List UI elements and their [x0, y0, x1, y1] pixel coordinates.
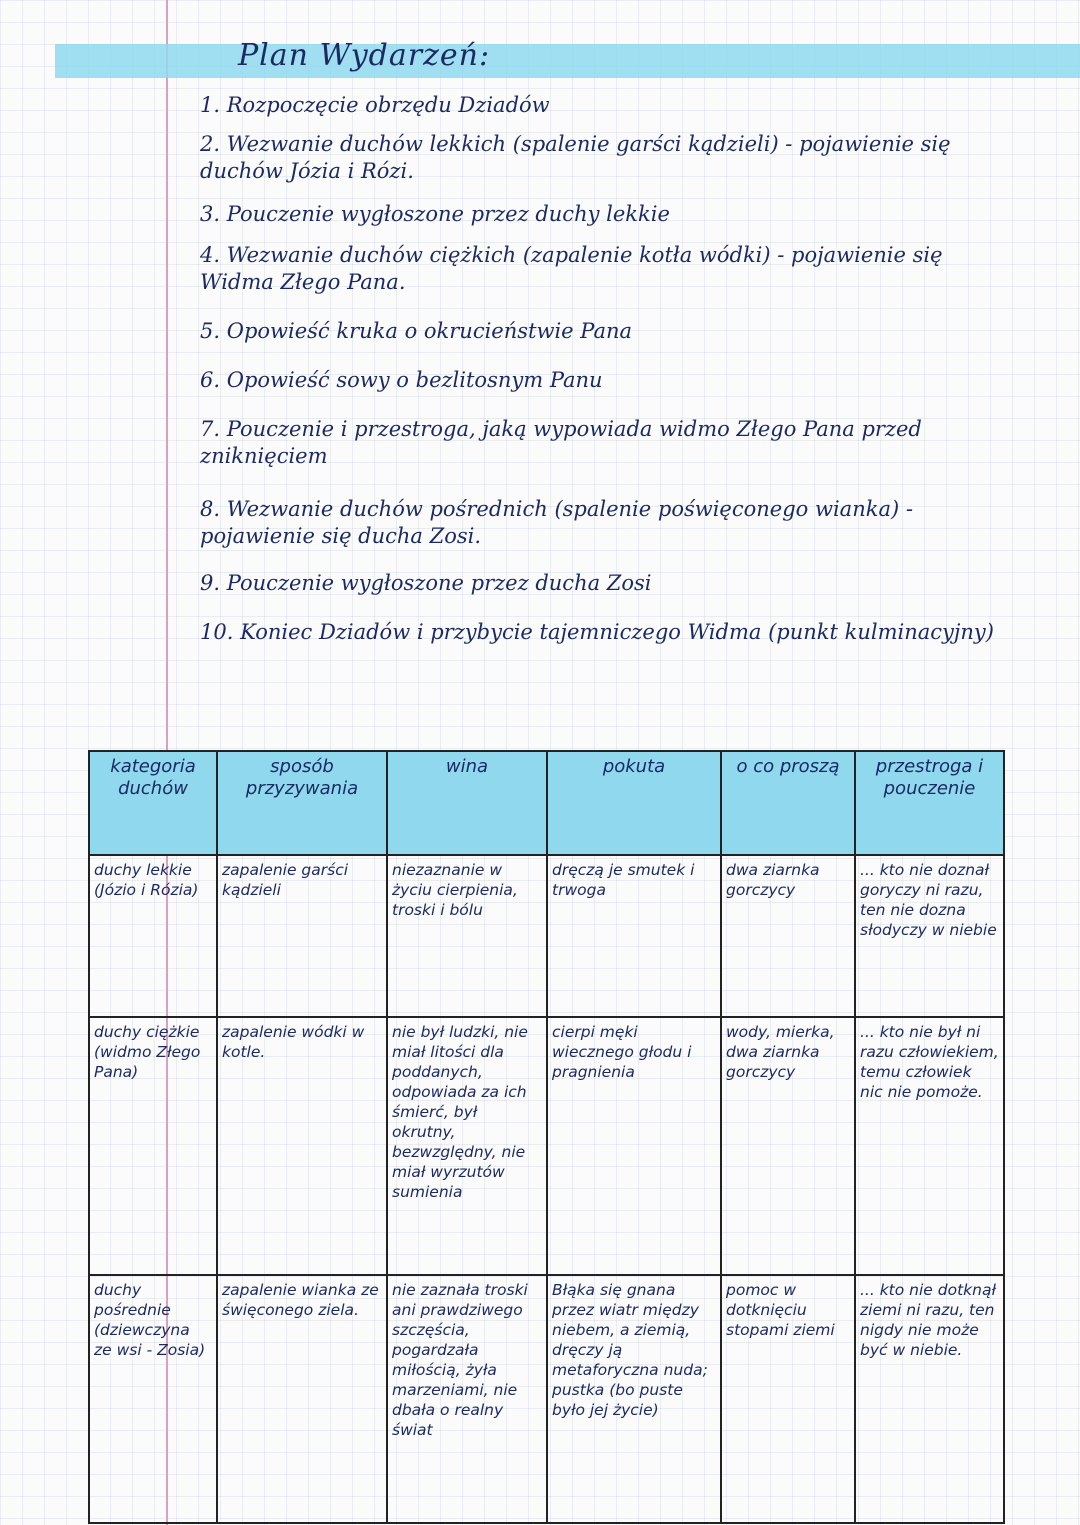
table-row [89, 1275, 1004, 1523]
plan-item-number: 1. [200, 93, 221, 117]
header-warning-moral: przestroga i pouczenie [855, 751, 1004, 855]
page-title: Plan Wydarzeń: [238, 38, 491, 73]
cell-guilt: nie zaznała troski ani prawdziwego szczęścia, pogardzała miłością, żyła marzeniami, nie dbała o realny świat [387, 1275, 547, 1523]
cell-penance: Błąka się gnana przez wiatr między niebem, a ziemią, dręczy ją metaforyczna nuda; pustka (bo puste było jej życie) [547, 1275, 721, 1523]
table-header-row [89, 751, 1004, 855]
header-penance: pokuta [547, 751, 721, 855]
plan-item-number: 9. [200, 571, 221, 595]
plan-item-text: Wezwanie duchów ciężkich (zapalenie kotła wódki) - pojawienie się Widma Złego Pana. [200, 243, 943, 294]
plan-item-text: Wezwanie duchów lekkich (spalenie garści kądzieli) - pojawienie się duchów Józia i Rózi. [200, 132, 951, 183]
cell-request: wody, mierka, dwa ziarnka gorczycy [721, 1017, 855, 1275]
event-plan-list [200, 92, 1070, 646]
plan-item-text: Pouczenie i przestroga, jaką wypowiada widmo Złego Pana przed zniknięciem [200, 417, 922, 468]
cell-spirit-category: duchy lekkie (Józio i Rózia) [89, 855, 217, 1017]
plan-item-number: 8. [200, 497, 221, 521]
table-row [89, 855, 1004, 1017]
plan-item-text: Pouczenie wygłoszone przez duchy lekkie [226, 202, 670, 226]
plan-item-number: 4. [200, 243, 221, 267]
cell-request: dwa ziarnka gorczycy [721, 855, 855, 1017]
plan-item [200, 242, 990, 296]
plan-item-number: 5. [200, 319, 221, 343]
cell-warning-moral: ... kto nie dotknął ziemi ni razu, ten nigdy nie może być w niebie. [855, 1275, 1004, 1523]
header-spirit-category: kategoria duchów [89, 751, 217, 855]
plan-item [200, 367, 1070, 394]
cell-penance: dręczą je smutek i trwoga [547, 855, 721, 1017]
plan-item [200, 496, 990, 550]
cell-penance: cierpi męki wiecznego głodu i pragnienia [547, 1017, 721, 1275]
cell-spirit-category: duchy ciężkie (widmo Złego Pana) [89, 1017, 217, 1275]
plan-item-text: Opowieść kruka o okrucieństwie Pana [226, 319, 633, 343]
cell-summoning-method: zapalenie garści kądzieli [217, 855, 387, 1017]
header-summoning-method: sposób przyzywania [217, 751, 387, 855]
plan-item-text: Rozpoczęcie obrzędu Dziadów [226, 93, 550, 117]
plan-item-text: Wezwanie duchów pośrednich (spalenie poświęconego wianka) - pojawienie się ducha Zosi. [200, 497, 913, 548]
table-row [89, 1017, 1004, 1275]
header-request: o co proszą [721, 751, 855, 855]
plan-item [200, 619, 1070, 646]
plan-item-number: 3. [200, 202, 221, 226]
cell-summoning-method: zapalenie wianka ze święconego ziela. [217, 1275, 387, 1523]
header-guilt: wina [387, 751, 547, 855]
cell-guilt: nie był ludzki, nie miał litości dla poddanych, odpowiada za ich śmierć, był okrutny, bezwzględny, nie miał wyrzutów sumienia [387, 1017, 547, 1275]
cell-warning-moral: ... kto nie doznał goryczy ni razu, ten nie dozna słodyczy w niebie [855, 855, 1004, 1017]
plan-item [200, 201, 1070, 228]
cell-request: pomoc w dotknięciu stopami ziemi [721, 1275, 855, 1523]
cell-warning-moral: ... kto nie był ni razu człowiekiem, temu człowiek nic nie pomoże. [855, 1017, 1004, 1275]
plan-item [200, 131, 990, 185]
plan-item [200, 570, 1070, 597]
plan-item-number: 7. [200, 417, 221, 441]
cell-summoning-method: zapalenie wódki w kotle. [217, 1017, 387, 1275]
plan-item-text: Pouczenie wygłoszone przez ducha Zosi [226, 571, 652, 595]
plan-item-number: 6. [200, 368, 221, 392]
title-highlight [55, 44, 1080, 78]
cell-spirit-category: duchy pośrednie (dziewczyna ze wsi - Zosia) [89, 1275, 217, 1523]
plan-item-number: 2. [200, 132, 221, 156]
plan-item-text: Koniec Dziadów i przybycie tajemniczego Widma (punkt kulminacyjny) [240, 620, 994, 644]
plan-item [200, 416, 1000, 470]
spirits-table [88, 750, 1005, 1524]
plan-item-number: 10. [200, 620, 234, 644]
cell-guilt: niezaznanie w życiu cierpienia, troski i bólu [387, 855, 547, 1017]
plan-item-text: Opowieść sowy o bezlitosnym Panu [226, 368, 603, 392]
plan-item [200, 92, 1070, 119]
plan-item [200, 318, 1070, 345]
